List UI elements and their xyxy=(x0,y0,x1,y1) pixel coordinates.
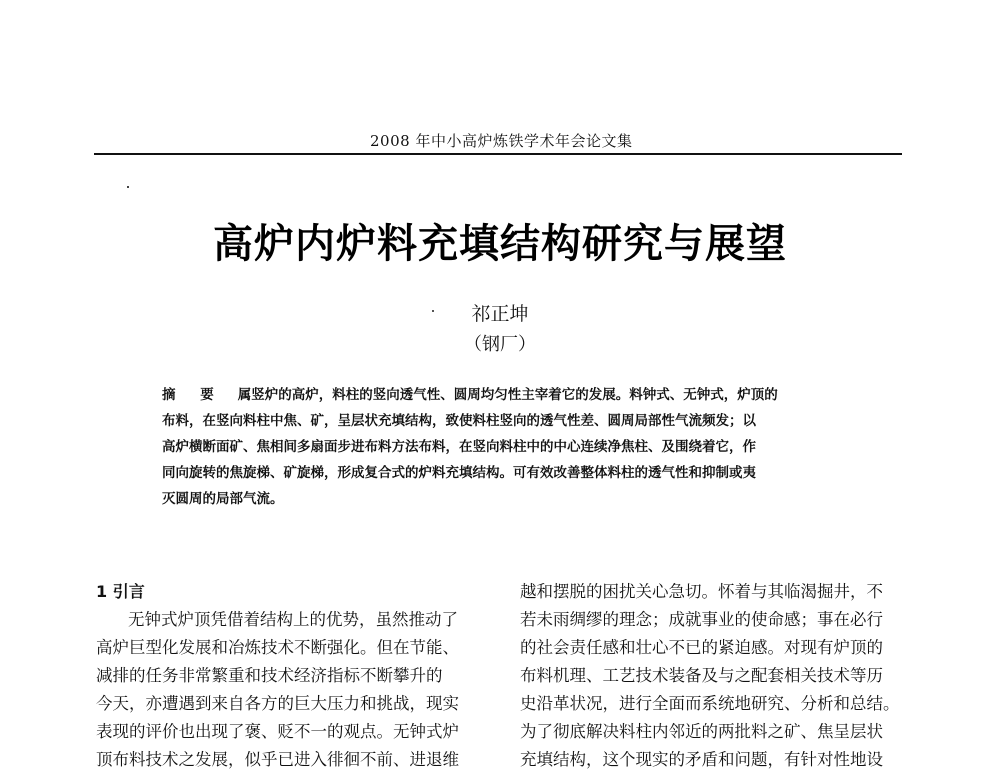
body-line: 为了彻底解决料柱内邻近的两批料之矿、焦呈层状 xyxy=(520,722,883,741)
body-line: 越和摆脱的困扰关心急切。怀着与其临渴掘井，不 xyxy=(520,582,883,601)
abstract-line: 布料，在竖向料柱中焦、矿，呈层状充填结构，致使料柱竖向的透气性差、圆周局部性气流频发；以 xyxy=(162,413,756,429)
abstract-text: 属竖炉的高炉，料柱的竖向透气性、圆周均匀性主宰着它的发展。料钟式、无钟式，炉顶的 xyxy=(237,387,778,403)
abstract-line xyxy=(162,382,842,408)
author-name: 祁正坤 xyxy=(471,303,529,325)
left-column xyxy=(96,578,501,774)
abstract-label: 摘 要 xyxy=(162,387,224,403)
body-line: 高炉巨型化发展和冶炼技术不断强化。但在节能、 xyxy=(96,638,459,657)
header-rule xyxy=(94,153,902,155)
body-line: 若未雨绸缪的理念；成就事业的使命感；事在必行 xyxy=(520,610,883,629)
body-line: 史沿革状况，进行全面而系统地研究、分析和总结。 xyxy=(520,694,900,713)
body-line: 减排的任务非常繁重和技术经济指标不断攀升的 xyxy=(96,666,443,685)
abstract-line: 同向旋转的焦旋梯、矿旋梯，形成复合式的炉料充填结构。可有效改善整体料柱的透气性和抑制或夷 xyxy=(162,465,756,481)
paper-title: 高炉内炉料充填结构研究与展望 xyxy=(213,220,787,267)
right-column xyxy=(520,578,925,774)
body-line: 的社会责任感和壮心不已的紧迫感。对现有炉顶的 xyxy=(520,638,883,657)
body-line: 无钟式炉顶凭借着结构上的优势，虽然推动了 xyxy=(128,610,458,629)
abstract-line: 高炉横断面矿、焦相间多扇面步进布料方法布料，在竖向料柱中的中心连续净焦柱、及围绕着它，作 xyxy=(162,439,756,455)
body-line: 今天，亦遭遇到来自各方的巨大压力和挑战，现实 xyxy=(96,694,459,713)
body-line: 顶布料技术之发展，似乎已进入徘徊不前、进退维 xyxy=(96,750,459,769)
abstract-line: 灭圆周的局部气流。 xyxy=(162,491,284,507)
running-header: 2008 年中小高炉炼铁学术年会论文集 xyxy=(370,132,633,150)
section-heading: 1 引言 xyxy=(96,582,145,601)
abstract xyxy=(162,382,842,512)
author-affiliation: （钢厂） xyxy=(464,334,536,355)
scan-speck xyxy=(127,186,129,188)
body-line: 充填结构，这个现实的矛盾和问题，有针对性地设 xyxy=(520,750,883,769)
body-line: 表现的评价也出现了褒、贬不一的观点。无钟式炉 xyxy=(96,722,459,741)
body-line: 布料机理、工艺技术装备及与之配套相关技术等历 xyxy=(520,666,883,685)
